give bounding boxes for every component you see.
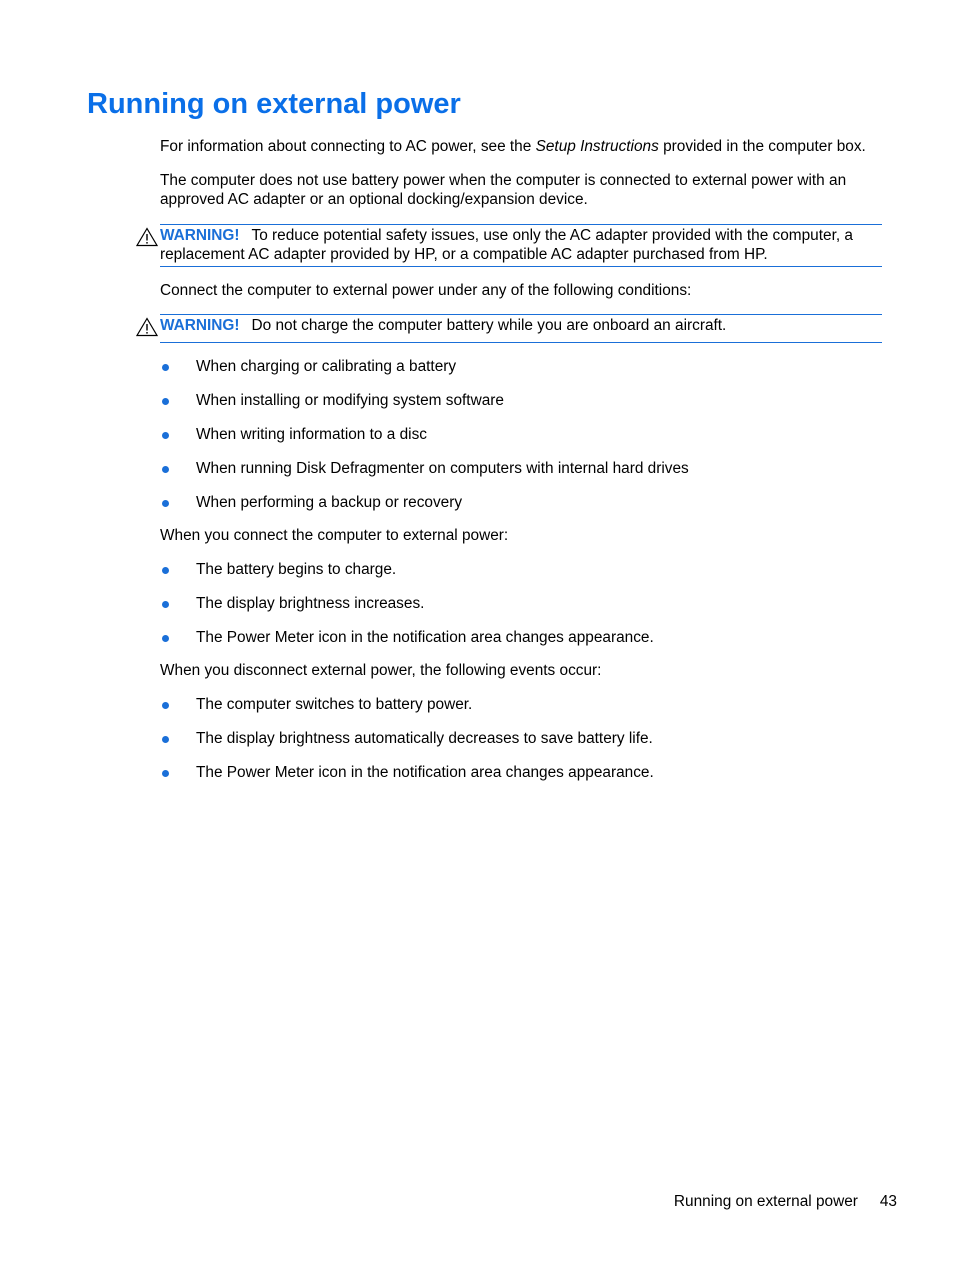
page-title: Running on external power (87, 88, 461, 120)
warning-adapter (160, 224, 882, 267)
bullet-dot-icon (162, 702, 169, 709)
warning-label: WARNING! (160, 226, 240, 244)
list-item: The Power Meter icon in the notification area changes appearance. (160, 628, 882, 648)
bullet-dot-icon (162, 635, 169, 642)
bullet-dot-icon (162, 398, 169, 405)
list-item: When charging or calibrating a battery (160, 357, 882, 377)
bullet-dot-icon (162, 432, 169, 439)
bullet-dot-icon (162, 364, 169, 371)
connect-events-list (160, 560, 882, 648)
bullet-dot-icon (162, 466, 169, 473)
list-item: The display brightness increases. (160, 594, 882, 614)
bullet-dot-icon (162, 770, 169, 777)
list-item: The battery begins to charge. (160, 560, 882, 580)
warning-triangle-icon (136, 317, 158, 337)
page-footer (674, 1193, 897, 1211)
intro-paragraph (160, 137, 882, 157)
list-item: When writing information to a disc (160, 425, 882, 445)
list-item: The Power Meter icon in the notification area changes appearance. (160, 763, 882, 783)
warning-text: To reduce potential safety issues, use only the AC adapter provided with the computer, a replacement AC adapter provided by HP, or a compatible AC adapter purchased from HP. (160, 226, 853, 263)
warning-text: Do not charge the computer battery while you are onboard an aircraft. (251, 317, 727, 334)
list-item: When installing or modifying system software (160, 391, 882, 411)
bullet-dot-icon (162, 736, 169, 743)
battery-power-paragraph: The computer does not use battery power when the computer is connected to external power with an approved AC adapter or an optional docking/expansion device. (160, 171, 847, 208)
disconnect-events-list (160, 695, 882, 783)
page-content (160, 137, 882, 796)
bullet-dot-icon (162, 567, 169, 574)
connect-intro: When you connect the computer to external power: (160, 527, 509, 544)
bullet-dot-icon (162, 601, 169, 608)
intro-text: For information about connecting to AC power, see the (160, 138, 536, 155)
list-item: The computer switches to battery power. (160, 695, 882, 715)
warning-triangle-icon (136, 227, 158, 247)
bullet-dot-icon (162, 500, 169, 507)
footer-section-title: Running on external power (673, 1193, 858, 1210)
warning-aircraft (160, 314, 882, 343)
intro-text-end: provided in the computer box. (658, 138, 866, 155)
list-item: The display brightness automatically decreases to save battery life. (160, 729, 882, 749)
conditions-list (160, 357, 882, 513)
setup-instructions-reference: Setup Instructions (535, 138, 659, 155)
list-item: When running Disk Defragmenter on computers with internal hard drives (160, 459, 882, 479)
list-item: When performing a backup or recovery (160, 493, 882, 513)
page-number: 43 (879, 1193, 897, 1210)
disconnect-intro: When you disconnect external power, the following events occur: (160, 662, 602, 679)
warning-label: WARNING! (160, 317, 240, 334)
conditions-intro: Connect the computer to external power under any of the following conditions: (160, 281, 692, 299)
